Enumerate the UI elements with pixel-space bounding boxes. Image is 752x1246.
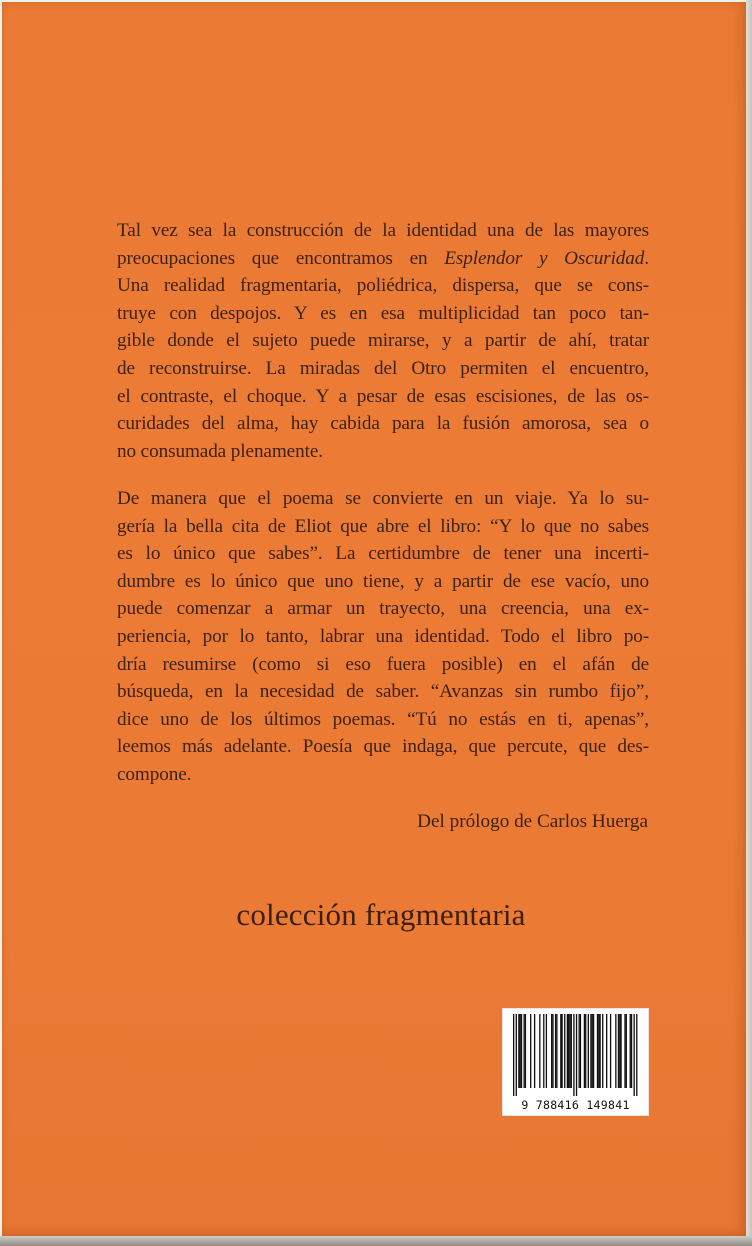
barcode-bar: [631, 1014, 632, 1088]
barcode-bar: [573, 1014, 574, 1096]
barcode-bar: [552, 1014, 553, 1088]
text-line: puede comenzar a armar un trayecto, una creencia, una ex-: [117, 598, 649, 620]
barcode-bar: [630, 1014, 631, 1088]
isbn-barcode: [502, 1008, 649, 1116]
barcode-bar: [599, 1014, 600, 1088]
blurb-paragraph-1: [117, 217, 649, 465]
barcode-bar: [539, 1014, 540, 1088]
text-line: De manera que el poema se convierte en un viaje. Ya lo su-: [117, 488, 649, 509]
text-line: dumbre es lo único que uno tiene, y a partir de ese vacío, uno: [117, 570, 649, 592]
text-fragment: .: [644, 247, 649, 269]
barcode-bar: [610, 1014, 611, 1088]
text-line: Una realidad fragmentaria, poliédrica, dispersa, que se cons-: [117, 275, 649, 297]
barcode-bar: [576, 1014, 577, 1096]
barcode-bar: [564, 1014, 565, 1088]
text-line: compone.: [117, 763, 192, 785]
barcode-bar: [561, 1014, 562, 1088]
barcode-bar: [593, 1014, 594, 1088]
prologue-attribution: Del prólogo de Carlos Huerga: [417, 811, 648, 832]
barcode-bar: [598, 1014, 599, 1088]
barcode-bar: [590, 1014, 591, 1088]
barcode-bar: [580, 1014, 581, 1088]
barcode-bar: [520, 1014, 521, 1088]
barcode-bar: [584, 1014, 585, 1088]
barcode-bar: [571, 1014, 572, 1088]
cover-edge-right: [746, 0, 752, 1246]
barcode-bar: [523, 1014, 524, 1088]
text-fragment: preocupaciones que encontramos en: [117, 247, 445, 269]
barcode-bar: [606, 1014, 607, 1088]
blurb-paragraph-2: [117, 485, 649, 789]
text-line: gería la bella cita de Eliot que abre el libro: “Y lo que no sabes: [117, 515, 649, 537]
text-line: dría resumirse (como si eso fuera posible) en el afán de: [117, 653, 649, 675]
barcode-bar: [516, 1014, 517, 1096]
text-line: búsqueda, en la necesidad de saber. “Avanzas sin rumbo fijo”,: [117, 681, 649, 703]
barcode-bar: [620, 1014, 621, 1088]
barcode-bar: [534, 1014, 535, 1088]
barcode-bar: [530, 1014, 531, 1088]
text-line: gible donde el sujeto puede mirarse, y a partir de ahí, tratar: [117, 330, 649, 352]
barcode-bar: [555, 1014, 556, 1088]
barcode-bar: [560, 1014, 561, 1088]
text-line: el contraste, el choque. Y a pesar de esas escisiones, de las os-: [117, 385, 649, 407]
barcode-bar: [626, 1014, 627, 1088]
barcode-bar: [546, 1014, 547, 1088]
text-line: curidades del alma, hay cabida para la fusión amorosa, sea o: [117, 413, 649, 435]
barcode-bar: [525, 1014, 526, 1088]
barcode-bar: [636, 1014, 637, 1096]
text-line: Tal vez sea la construcción de la identidad una de las mayores: [117, 220, 649, 241]
barcode-bar: [568, 1014, 569, 1088]
text-line: truye con despojos. Y es en esa multiplicidad tan poco tan-: [117, 302, 649, 324]
barcode-bar: [588, 1014, 589, 1088]
barcode-bar: [569, 1014, 570, 1088]
text-line: de reconstruirse. La miradas del Otro permiten el encuentro,: [117, 357, 649, 379]
barcode-bar: [551, 1014, 552, 1088]
barcode-bar: [619, 1014, 620, 1088]
barcode-bar: [585, 1014, 586, 1088]
barcode-bar: [521, 1014, 522, 1088]
collection-name: colección fragmentaria: [236, 897, 526, 932]
barcode-bar: [556, 1014, 557, 1088]
barcode-bar: [513, 1014, 514, 1096]
text-line: leemos más adelante. Poesía que indaga, que percute, que des-: [117, 736, 649, 758]
cover-edge-bottom: [0, 1236, 752, 1246]
barcode-bar: [518, 1014, 519, 1088]
barcode-bar: [624, 1014, 625, 1088]
text-line: [117, 245, 649, 273]
barcode-bar: [634, 1014, 635, 1096]
barcode-bar: [618, 1014, 619, 1088]
barcode-bar: [567, 1014, 568, 1088]
text-line: es lo único que sabes”. La certidumbre de tener una incerti-: [117, 543, 649, 565]
barcode-bar: [543, 1014, 544, 1088]
barcode-bar: [597, 1014, 598, 1088]
text-line: dice uno de los últimos poemas. “Tú no estás en ti, apenas”,: [117, 708, 649, 730]
barcode-bar: [602, 1014, 603, 1088]
isbn-digits: 9 788416 149841: [521, 1098, 630, 1112]
barcode-bar: [592, 1014, 593, 1088]
book-title: Esplendor y Oscuridad: [444, 247, 645, 269]
text-line: no consumada plenamente.: [117, 440, 323, 462]
text-line: periencia, por lo tanto, labrar una identidad. Todo el libro po-: [117, 625, 649, 647]
barcode-bars: [503, 1009, 648, 1101]
barcode-bar: [579, 1014, 580, 1088]
barcode-bar: [615, 1014, 616, 1088]
